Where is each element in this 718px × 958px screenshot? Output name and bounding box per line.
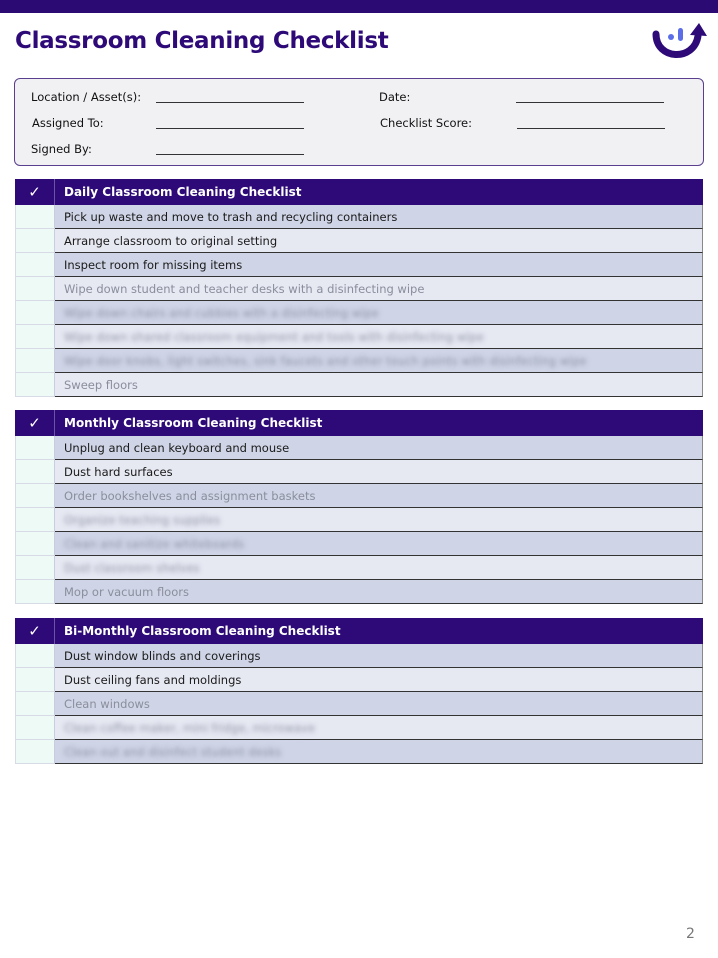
smile-arrow-logo-icon: [650, 20, 708, 60]
checklist-row: [15, 668, 703, 692]
item-label: Dust classroom shelves: [55, 556, 703, 580]
section-title: Bi-Monthly Classroom Cleaning Checklist: [64, 624, 341, 638]
date-field[interactable]: [516, 102, 664, 103]
checklist-row: [15, 740, 703, 764]
section-header: [15, 410, 703, 436]
checklist-row: [15, 644, 703, 668]
checkbox[interactable]: [15, 229, 55, 253]
item-label: Sweep floors: [55, 373, 703, 397]
checklist-row: [15, 484, 703, 508]
section-header: [15, 179, 703, 205]
location-field[interactable]: [156, 102, 304, 103]
daily-checklist-section: [15, 179, 703, 397]
item-label: Wipe door knobs, light switches, sink faucets and other touch points with disinfecting wipe: [55, 349, 703, 373]
item-label: Clean coffee maker, mini fridge, microwave: [55, 716, 703, 740]
checkbox[interactable]: [15, 349, 55, 373]
signed-label: Signed By:: [31, 142, 92, 156]
checkbox[interactable]: [15, 716, 55, 740]
checklist-row: [15, 325, 703, 349]
checkbox[interactable]: [15, 325, 55, 349]
checklist-row: [15, 460, 703, 484]
checkbox[interactable]: [15, 277, 55, 301]
checkbox[interactable]: [15, 644, 55, 668]
checklist-row: [15, 253, 703, 277]
checklist-row: [15, 349, 703, 373]
checklist-row: [15, 205, 703, 229]
item-label: Dust hard surfaces: [55, 460, 703, 484]
section-header: [15, 618, 703, 644]
item-label: Clean and sanitize whiteboards: [55, 532, 703, 556]
checkbox[interactable]: [15, 692, 55, 716]
item-label: Arrange classroom to original setting: [55, 229, 703, 253]
checklist-row: [15, 301, 703, 325]
score-label: Checklist Score:: [380, 116, 473, 130]
checklist-row: [15, 692, 703, 716]
item-label: Pick up waste and move to trash and recycling containers: [55, 205, 703, 229]
bimonthly-checklist-section: [15, 618, 703, 764]
checklist-row: [15, 532, 703, 556]
checklist-row: [15, 716, 703, 740]
checkbox[interactable]: [15, 436, 55, 460]
checklist-row: [15, 373, 703, 397]
signed-field[interactable]: [156, 154, 304, 155]
checkbox[interactable]: [15, 460, 55, 484]
section-title: Daily Classroom Cleaning Checklist: [64, 185, 302, 199]
item-label: Order bookshelves and assignment baskets: [55, 484, 703, 508]
monthly-checklist-section: [15, 410, 703, 604]
check-icon: ✓: [15, 410, 55, 436]
checkbox[interactable]: [15, 668, 55, 692]
checklist-row: [15, 580, 703, 604]
checkbox[interactable]: [15, 740, 55, 764]
check-icon: ✓: [15, 618, 55, 644]
checkbox[interactable]: [15, 532, 55, 556]
top-accent-bar: [0, 0, 718, 13]
location-label: Location / Asset(s):: [31, 90, 142, 104]
checklist-row: [15, 229, 703, 253]
item-label: Wipe down chairs and cubbies with a disinfecting wipe: [55, 301, 703, 325]
item-label: Wipe down shared classroom equipment and tools with disinfecting wipe: [55, 325, 703, 349]
item-label: Organize teaching supplies: [55, 508, 703, 532]
item-label: Unplug and clean keyboard and mouse: [55, 436, 703, 460]
checklist-row: [15, 277, 703, 301]
page-title: Classroom Cleaning Checklist: [15, 28, 389, 54]
checkbox[interactable]: [15, 484, 55, 508]
page-number: 2: [686, 926, 695, 942]
checkbox[interactable]: [15, 556, 55, 580]
checkbox[interactable]: [15, 373, 55, 397]
checkbox[interactable]: [15, 301, 55, 325]
assigned-label: Assigned To:: [32, 116, 104, 130]
item-label: Inspect room for missing items: [55, 253, 703, 277]
checkbox[interactable]: [15, 508, 55, 532]
info-box: [14, 78, 704, 166]
item-label: Clean windows: [55, 692, 703, 716]
item-label: Clean out and disinfect student desks: [55, 740, 703, 764]
checklist-row: [15, 508, 703, 532]
checkbox[interactable]: [15, 205, 55, 229]
date-label: Date:: [379, 90, 411, 104]
checkbox[interactable]: [15, 253, 55, 277]
item-label: Wipe down student and teacher desks with a disinfecting wipe: [55, 277, 703, 301]
checkbox[interactable]: [15, 580, 55, 604]
item-label: Dust window blinds and coverings: [55, 644, 703, 668]
item-label: Mop or vacuum floors: [55, 580, 703, 604]
section-title: Monthly Classroom Cleaning Checklist: [64, 416, 323, 430]
item-label: Dust ceiling fans and moldings: [55, 668, 703, 692]
checklist-row: [15, 556, 703, 580]
checklist-row: [15, 436, 703, 460]
check-icon: ✓: [15, 179, 55, 205]
assigned-field[interactable]: [156, 128, 304, 129]
score-field[interactable]: [517, 128, 665, 129]
